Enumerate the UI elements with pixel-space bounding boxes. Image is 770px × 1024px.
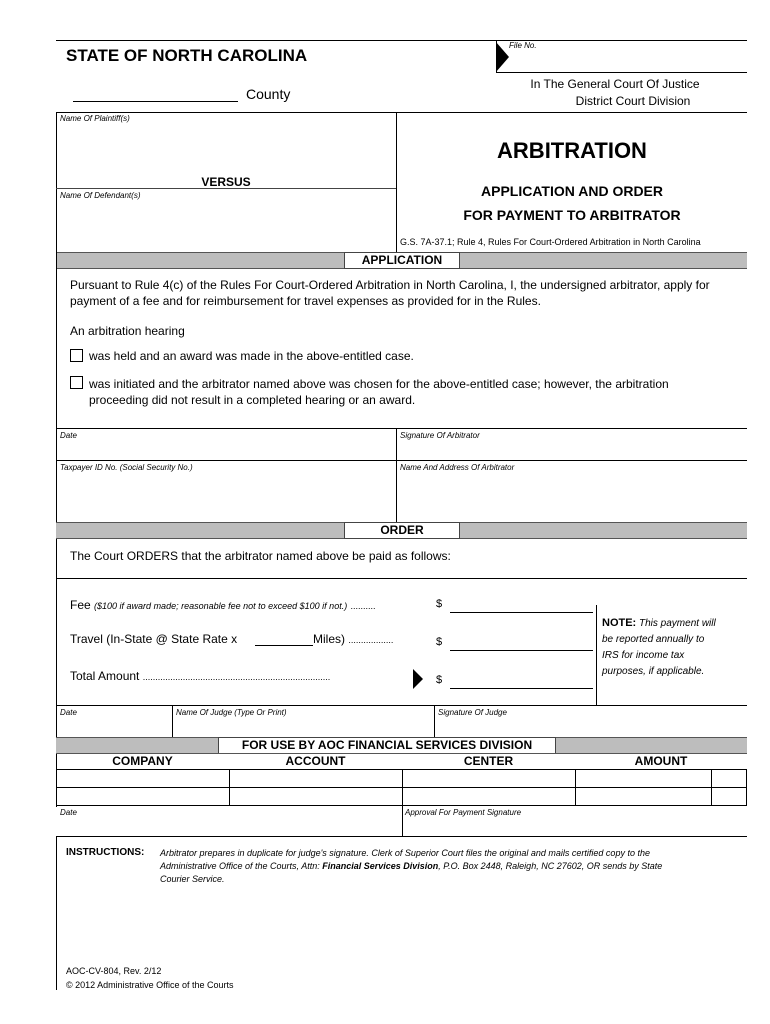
arbitrator-signature-field[interactable] — [397, 442, 746, 460]
file-no-label: File No. — [509, 41, 537, 50]
form-number: AOC-CV-804, Rev. 2/12 — [66, 966, 162, 976]
aoc-column-amount: AMOUNT — [634, 754, 688, 768]
travel-miles-field[interactable] — [255, 645, 313, 646]
court-line1: In The General Court Of Justice — [530, 77, 700, 91]
payment-block-top — [56, 578, 747, 579]
aoc-date-field[interactable] — [57, 819, 401, 835]
total-dots: ........................................................................... — [142, 672, 331, 682]
instructions-line-1: Arbitrator prepares in duplicate for judge's signature. Clerk of Superior Court files the original and mails certified copy to the — [160, 848, 650, 858]
travel-miles-text: Miles) — [313, 632, 345, 646]
file-no-divider — [496, 40, 497, 72]
aoc-approval-field[interactable] — [403, 819, 746, 835]
judge-signature-label: Signature Of Judge — [438, 708, 507, 717]
court-line2: District Court Division — [575, 94, 691, 108]
travel-label: Travel (In-State @ State Rate x — [70, 632, 238, 646]
judge-date-label: Date — [60, 708, 77, 717]
option-no-award-2: proceeding did not result in a completed hearing or an award. — [89, 393, 416, 407]
county-label: County — [246, 86, 291, 102]
state-title: STATE OF NORTH CAROLINA — [66, 46, 308, 65]
footer-left-border — [56, 836, 57, 990]
note-divider — [596, 605, 597, 705]
judge-date-field[interactable] — [57, 719, 171, 736]
statute-reference: G.S. 7A-37.1; Rule 4, Rules For Court-Ordered Arbitration in North Carolina — [400, 237, 701, 247]
total-amount-label — [70, 668, 330, 685]
aoc-row-2-center[interactable] — [403, 788, 574, 804]
county-field[interactable] — [73, 101, 238, 102]
application-heading: APPLICATION — [344, 252, 460, 269]
judge-name-field[interactable] — [173, 719, 433, 736]
total-dollar-sign: $ — [436, 674, 443, 686]
form-subtitle-2: FOR PAYMENT TO ARBITRATOR — [463, 207, 681, 223]
form-subtitle-1: APPLICATION AND ORDER — [481, 183, 663, 199]
checkbox-no-award[interactable] — [70, 376, 83, 389]
aoc-row-2-company[interactable] — [57, 788, 228, 804]
arbitrator-name-address-field[interactable] — [397, 474, 746, 520]
instructions-division: Financial Services Division — [322, 861, 439, 871]
travel-amount-field[interactable] — [450, 650, 593, 651]
fee-dollar-sign: $ — [436, 598, 443, 610]
note-line-1 — [602, 615, 716, 632]
aoc-right-border — [746, 769, 747, 805]
judge-name-label: Name Of Judge (Type Or Print) — [176, 708, 287, 717]
aoc-row-2-amount[interactable] — [576, 788, 710, 804]
travel-dollar-sign: $ — [436, 636, 443, 648]
taxpayer-id-field[interactable] — [57, 474, 395, 520]
checkbox-award-made[interactable] — [70, 349, 83, 362]
aoc-approval-label: Approval For Payment Signature — [405, 808, 522, 817]
sig-row-top — [56, 428, 747, 429]
travel-miles-label — [313, 631, 393, 648]
note-line-3: IRS for income tax — [602, 650, 685, 661]
form-title: ARBITRATION — [497, 138, 647, 163]
note-line-2: be reported annually to — [602, 634, 705, 645]
aoc-col-divider-4 — [711, 769, 712, 805]
aoc-row-2-account[interactable] — [230, 788, 401, 804]
arbitrator-date-label: Date — [60, 431, 77, 440]
total-amount-field[interactable] — [450, 688, 593, 689]
note-text-1: This payment will — [639, 618, 716, 629]
instructions-label: INSTRUCTIONS: — [66, 847, 145, 858]
aoc-row-1-center[interactable] — [403, 770, 574, 786]
aoc-column-company: COMPANY — [112, 754, 173, 768]
plaintiff-label: Name Of Plaintiff(s) — [60, 114, 130, 123]
aoc-row-1-company[interactable] — [57, 770, 228, 786]
fee-line — [70, 598, 376, 612]
taxpayer-id-label: Taxpayer ID No. (Social Security No.) — [60, 463, 193, 472]
defendant-label: Name Of Defendant(s) — [60, 191, 141, 200]
total-amount-text: Total Amount — [70, 669, 140, 683]
aoc-row-1-amount[interactable] — [576, 770, 710, 786]
option-no-award-1: was initiated and the arbitrator named above was chosen for the above-entitled case; however, the arbitration — [89, 377, 669, 391]
irs-note — [602, 615, 716, 680]
fee-amount-field[interactable] — [450, 612, 593, 613]
file-no-arrow-icon — [496, 42, 509, 72]
aoc-row-1-account[interactable] — [230, 770, 401, 786]
plaintiff-field[interactable] — [57, 125, 395, 175]
aoc-heading: FOR USE BY AOC FINANCIAL SERVICES DIVISION — [218, 737, 556, 753]
copyright: © 2012 Administrative Office of the Courts — [66, 980, 234, 990]
file-no-line[interactable] — [496, 72, 747, 73]
parties-top-border — [56, 112, 747, 113]
application-paragraph-1: Pursuant to Rule 4(c) of the Rules For Court-Ordered Arbitration in North Carolina, I, the undersigned arbitrator, apply for — [70, 278, 710, 292]
arbitrator-signature-label: Signature Of Arbitrator — [400, 431, 480, 440]
instructions-line-2a: Administrative Office of the Courts, Attn: — [160, 861, 323, 871]
aoc-column-center: CENTER — [463, 754, 514, 768]
arbitrator-name-address-label: Name And Address Of Arbitrator — [400, 463, 515, 472]
order-heading: ORDER — [344, 522, 460, 539]
instructions-text — [160, 847, 662, 886]
aoc-bottom-line — [56, 836, 747, 837]
judge-row-top — [56, 705, 747, 706]
fee-dots: .......... — [350, 601, 376, 611]
application-paragraph-2: payment of a fee and for reimbursement for travel expenses as provided for in the Rules. — [70, 294, 541, 308]
aoc-date-label: Date — [60, 808, 77, 817]
hearing-label: An arbitration hearing — [70, 324, 185, 338]
fee-note: ($100 if award made; reasonable fee not to exceed $100 if not.) — [94, 601, 348, 611]
taxpayer-row-top — [56, 460, 747, 461]
note-heading: NOTE: — [602, 617, 637, 629]
arbitrator-date-field[interactable] — [57, 442, 395, 460]
versus-label: VERSUS — [201, 175, 251, 189]
aoc-column-account: ACCOUNT — [285, 754, 346, 768]
instructions-line-2 — [160, 860, 662, 873]
top-border — [56, 40, 747, 41]
instructions-line-2c: , P.O. Box 2448, Raleigh, NC 27602, OR sends by State — [438, 861, 663, 871]
order-intro: The Court ORDERS that the arbitrator named above be paid as follows: — [70, 549, 451, 563]
instructions-line-3: Courier Service. — [160, 874, 225, 884]
option-award-made: was held and an award was made in the above-entitled case. — [89, 349, 414, 363]
judge-signature-field[interactable] — [435, 719, 746, 736]
defendant-field[interactable] — [57, 202, 395, 252]
note-line-4: purposes, if applicable. — [602, 666, 705, 677]
travel-dots: .................. — [348, 635, 394, 645]
total-arrow-icon — [413, 669, 423, 689]
fee-label: Fee — [70, 598, 91, 612]
